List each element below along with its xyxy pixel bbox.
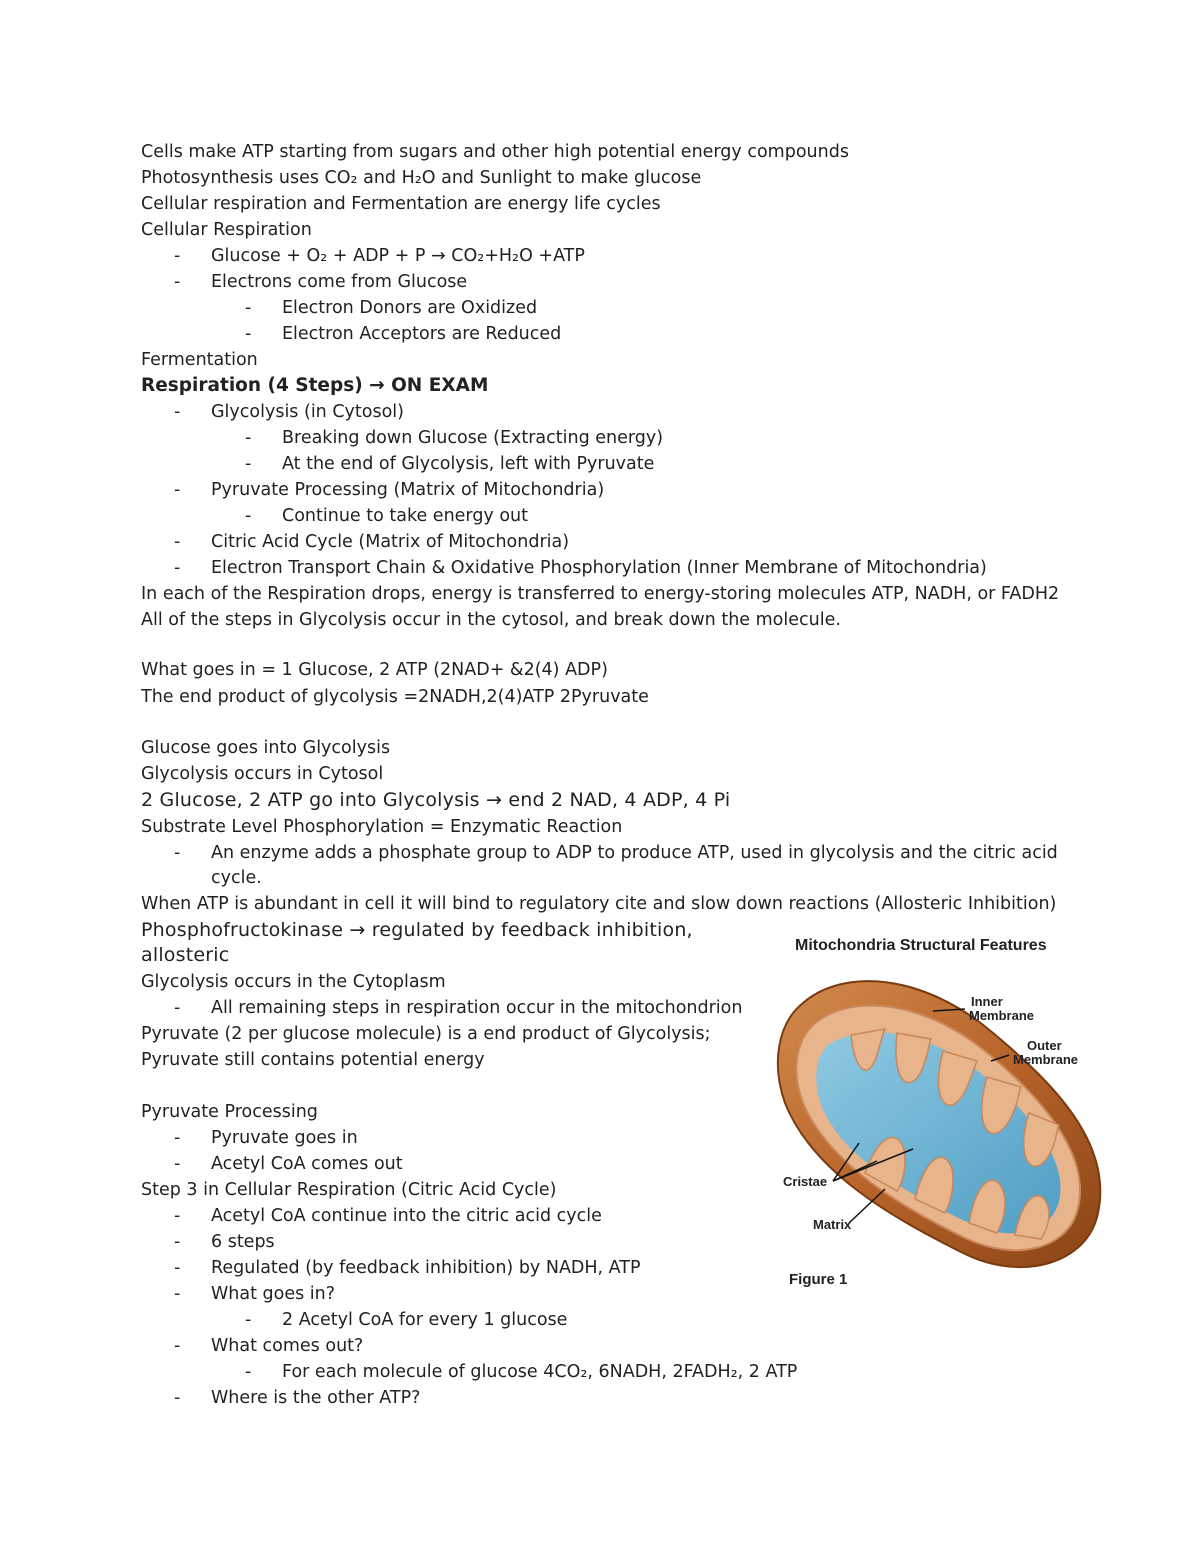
bullet-text: For each molecule of glucose 4CO₂, 6NADH, 2FADH₂, 2 ATP: [282, 1362, 798, 1382]
bullet-dash: -: [174, 1206, 181, 1226]
bullet-text: Continue to take energy out: [282, 506, 529, 526]
bullet-item: [174, 530, 569, 554]
label-matrix: Matrix: [813, 1217, 852, 1232]
figure-caption: Figure 1: [789, 1271, 848, 1288]
mitochondria-figure: [773, 935, 1118, 1295]
bullet-item: [174, 244, 585, 268]
bullet-dash: -: [174, 480, 181, 500]
text-line: Glucose goes into Glycolysis: [141, 738, 391, 758]
text-line: Pyruvate Processing: [141, 1102, 318, 1122]
text-line: Substrate Level Phosphorylation = Enzymatic Reaction: [141, 817, 623, 837]
bullet-text: What goes in?: [211, 1284, 336, 1304]
bullet-text: Pyruvate goes in: [211, 1128, 358, 1148]
bullet-item: [174, 1334, 363, 1358]
text-line: 2 Glucose, 2 ATP go into Glycolysis → end 2 NAD, 4 ADP, 4 Pi: [141, 789, 731, 811]
mitochondria-illustration: [773, 963, 1118, 1293]
bullet-text: At the end of Glycolysis, left with Pyruvate: [282, 454, 655, 474]
bullet-dash: -: [245, 1310, 252, 1330]
bullet-dash: -: [174, 843, 181, 863]
text-line: Glycolysis occurs in the Cytoplasm: [141, 972, 446, 992]
text-line: In each of the Respiration drops, energy is transferred to energy-storing molecules ATP, NADH, or FADH2: [141, 584, 1060, 604]
bullet-item: [174, 478, 604, 502]
bullet-text: Breaking down Glucose (Extracting energy): [282, 428, 664, 448]
label-inner-line2: Membrane: [969, 1008, 1035, 1023]
label-cristae: Cristae: [783, 1174, 828, 1189]
sub-bullet-item: [245, 426, 663, 450]
bullet-text: What comes out?: [211, 1336, 364, 1356]
text-line: Pyruvate (2 per glucose molecule) is a end product of Glycolysis;: [141, 1024, 711, 1044]
bullet-dash: -: [245, 454, 252, 474]
bullet-text: An enzyme adds a phosphate group to ADP to produce ATP, used in glycolysis and the citric acid: [211, 843, 1058, 863]
bullet-text: Electron Acceptors are Reduced: [282, 324, 562, 344]
sub-bullet-item: [245, 1308, 567, 1332]
text-line: What goes in = 1 Glucose, 2 ATP (2NAD+ &2(4) ADP): [141, 660, 608, 680]
bullet-text: Acetyl CoA comes out: [211, 1154, 403, 1174]
bullet-dash: -: [174, 1388, 181, 1408]
section-heading: Respiration (4 Steps) → ON EXAM: [141, 375, 489, 396]
sub-bullet-item: [245, 452, 654, 476]
sub-bullet-item: [245, 296, 537, 320]
bullet-item: [174, 400, 404, 424]
sub-bullet-item: [245, 322, 561, 346]
bullet-dash: -: [245, 324, 252, 344]
bullet-text: Electrons come from Glucose: [211, 272, 468, 292]
bullet-item: [174, 556, 987, 580]
bullet-dash: -: [245, 1362, 252, 1382]
bullet-dash: -: [174, 272, 181, 292]
label-outer-line2: Membrane: [1013, 1052, 1079, 1067]
bullet-item: [174, 1230, 275, 1254]
sub-bullet-item: [245, 504, 528, 528]
bullet-dash: -: [245, 428, 252, 448]
bullet-text: Glucose + O₂ + ADP + P → CO₂+H₂O +ATP: [211, 246, 585, 266]
text-line: Cellular Respiration: [141, 220, 312, 240]
bullet-dash: -: [174, 1232, 181, 1252]
bullet-dash: -: [174, 402, 181, 422]
bullet-text: Where is the other ATP?: [211, 1388, 421, 1408]
bullet-dash: -: [174, 246, 181, 266]
bullet-dash: -: [245, 298, 252, 318]
label-inner-membrane: [969, 995, 1034, 1023]
text-line: Glycolysis occurs in Cytosol: [141, 764, 384, 784]
bullet-dash: -: [174, 1128, 181, 1148]
text-line: Cellular respiration and Fermentation are energy life cycles: [141, 194, 661, 214]
figure-title: Mitochondria Structural Features: [795, 937, 1047, 954]
text-line: Photosynthesis uses CO₂ and H₂O and Sunlight to make glucose: [141, 168, 702, 188]
text-line: Fermentation: [141, 350, 258, 370]
bullet-dash: -: [174, 1336, 181, 1356]
bullet-text: 2 Acetyl CoA for every 1 glucose: [282, 1310, 568, 1330]
bullet-text: Electron Transport Chain & Oxidative Phosphorylation (Inner Membrane of Mitochondria): [211, 558, 987, 578]
bullet-text: Regulated (by feedback inhibition) by NADH, ATP: [211, 1258, 641, 1278]
bullet-text: Glycolysis (in Cytosol): [211, 402, 404, 422]
bullet-item: [174, 996, 742, 1020]
bullet-item: [174, 1204, 602, 1228]
bullet-text: Electron Donors are Oxidized: [282, 298, 538, 318]
bullet-dash: -: [174, 1154, 181, 1174]
bullet-dash: -: [174, 532, 181, 552]
label-inner-line1: Inner: [971, 994, 1003, 1009]
text-line: The end product of glycolysis =2NADH,2(4)ATP 2Pyruvate: [141, 687, 649, 707]
text-line: All of the steps in Glycolysis occur in the cytosol, and break down the molecule.: [141, 610, 841, 630]
bullet-item: [174, 1152, 403, 1176]
bullet-item: [174, 1126, 358, 1150]
bullet-dash: -: [245, 506, 252, 526]
text-line: Cells make ATP starting from sugars and other high potential energy compounds: [141, 142, 849, 162]
bullet-text: Citric Acid Cycle (Matrix of Mitochondria): [211, 532, 570, 552]
bullet-dash: -: [174, 558, 181, 578]
bullet-item: [174, 841, 1058, 865]
label-outer-membrane: [1013, 1039, 1078, 1067]
bullet-item: [174, 1386, 420, 1410]
text-line: When ATP is abundant in cell it will bind to regulatory cite and slow down reactions (Allosteric Inhibition): [141, 894, 1057, 914]
text-line: Pyruvate still contains potential energy: [141, 1050, 485, 1070]
bullet-dash: -: [174, 1284, 181, 1304]
bullet-item: [174, 270, 467, 294]
text-line: Phosphofructokinase → regulated by feedback inhibition,: [141, 919, 693, 941]
sub-bullet-item: [245, 1360, 797, 1384]
text-line: allosteric: [141, 944, 230, 966]
bullet-text: Pyruvate Processing (Matrix of Mitochondria): [211, 480, 605, 500]
bullet-dash: -: [174, 1258, 181, 1278]
bullet-item: [174, 1256, 641, 1280]
bullet-dash: -: [174, 998, 181, 1018]
text-line: Step 3 in Cellular Respiration (Citric Acid Cycle): [141, 1180, 557, 1200]
bullet-item: [174, 1282, 335, 1306]
bullet-text: 6 steps: [211, 1232, 275, 1252]
bullet-text: Acetyl CoA continue into the citric acid cycle: [211, 1206, 602, 1226]
label-outer-line1: Outer: [1027, 1038, 1062, 1053]
bullet-continuation: cycle.: [211, 868, 262, 888]
bullet-text: All remaining steps in respiration occur in the mitochondrion: [211, 998, 743, 1018]
